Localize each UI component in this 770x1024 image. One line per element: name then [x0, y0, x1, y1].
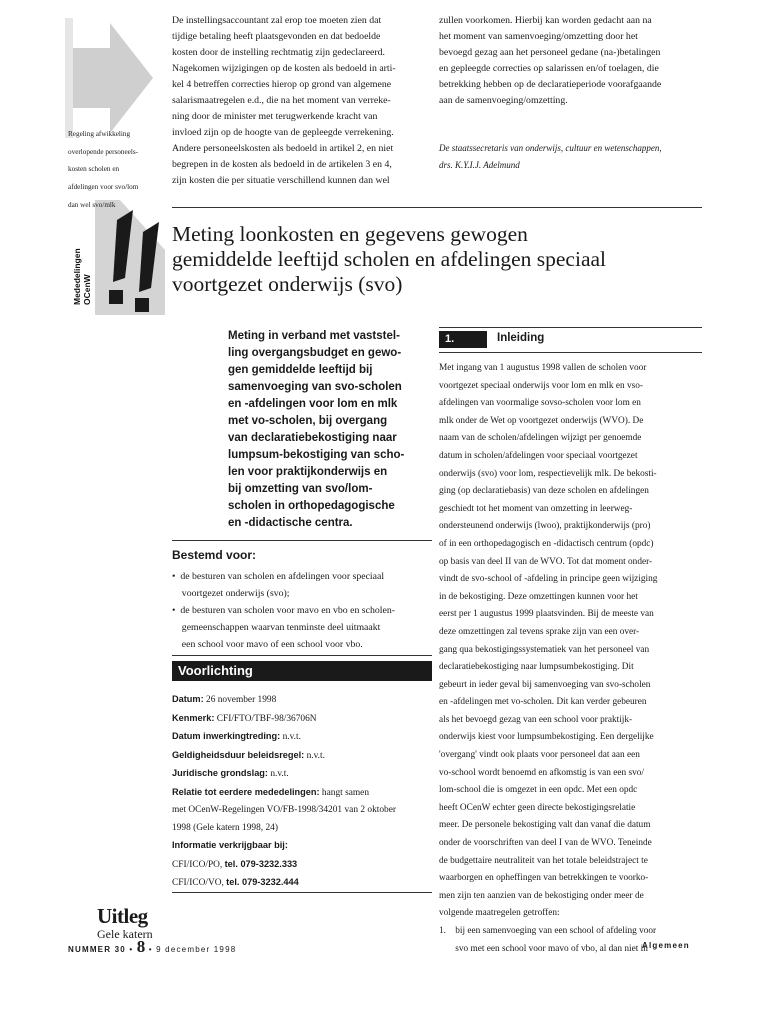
text-line: zullen voorkomen. Hierbij kan worden gedacht aan na	[439, 15, 652, 26]
info-label: Informatie verkrijgbaar bij:	[172, 840, 288, 850]
text-line: naam van de scholen/afdelingen wijzigt per genoemde	[439, 433, 642, 444]
divider	[172, 892, 432, 893]
text-line: ondersteunend onderwijs (lwoo), praktijkonderwijs (pro)	[439, 521, 651, 532]
column-1-top-text	[172, 13, 427, 189]
divider	[172, 540, 432, 541]
side-label-line: afdelingen voor svo/lom	[68, 183, 139, 192]
text-line: datum in scholen/afdelingen voor speciaal voortgezet	[439, 450, 638, 461]
text-line: lom-school die is omgezet in een opdc. Met een opdc	[439, 785, 638, 796]
info-row	[172, 837, 437, 856]
footer-prefix: NUMMER 30 •	[68, 945, 137, 954]
divider	[439, 352, 702, 353]
info-value: n.v.t.	[280, 732, 301, 742]
section-body	[439, 360, 709, 958]
info-value: hangt samen	[319, 787, 370, 798]
divider	[172, 207, 702, 208]
text-line: salarismaatregelen e.d., die na het moment van verreke-	[172, 95, 391, 106]
intro-line: scholen in orthopedagogische	[228, 500, 395, 512]
divider	[172, 655, 432, 656]
text-line: onderwijs kiest voor lumpsumbekostiging. Een dergelijke	[439, 732, 654, 743]
text-line: men zijn ten aanzien van de bekostiging onder meer de	[439, 890, 644, 901]
vertical-section-label	[73, 235, 103, 305]
section-title: Inleiding	[497, 332, 545, 344]
text-line: kosten door de instelling rechtmatig zijn gedeclareerd.	[172, 47, 386, 58]
footer-section: Algemeen	[642, 941, 690, 950]
text-line: in de bekostiging. Deze omzettingen kunnen voor het	[439, 591, 638, 602]
title-line: gemiddelde leeftijd scholen en afdelingen speciaal	[172, 247, 606, 271]
text-line: tijdige betaling heeft plaatsgevonden en dat bedoelde	[172, 31, 381, 42]
text-line: heeft OCenW echter geen directe bekostigingsrelatie	[439, 802, 636, 813]
info-value: 1998 (Gele katern 1998, 24)	[172, 822, 278, 833]
text-line: de budgettaire neutraliteit van het totale beleidstraject te	[439, 855, 648, 866]
info-row	[172, 820, 437, 838]
info-label: Datum:	[172, 694, 204, 704]
intro-line: samenvoeging van svo-scholen	[228, 381, 402, 393]
text-line: vo-school wordt benoemd en afkomstig is van een svo/	[439, 767, 645, 778]
phone-number: tel. 079-3232.333	[224, 858, 298, 869]
intro-line: en -didactische centra.	[228, 517, 353, 529]
info-row	[172, 784, 437, 803]
info-value: CFI/ICO/VO,	[172, 878, 227, 888]
signature-line: De staatssecretaris van onderwijs, cultuur en wetenschappen,	[439, 143, 662, 153]
text-line: of in een orthopedagogisch en -didactisch centrum (opdc)	[439, 538, 654, 549]
text-line: ging (op declaratiebasis) van deze scholen en afdelingen	[439, 486, 649, 497]
info-label: Geldigheidsduur beleidsregel:	[172, 749, 305, 760]
text-line: begrepen in de kosten als bedoeld in de artikelen 3 en 4,	[172, 159, 392, 170]
list-item: • de besturen van scholen voor mavo en vbo en scholen-	[172, 605, 395, 616]
text-line: bevoegd gezag aan het personeel gedane (na-)betalingen	[439, 47, 661, 58]
text-line: aan de samenvoeging/omzetting.	[439, 95, 568, 106]
arrow-graphic	[65, 18, 155, 138]
list-item: voortgezet onderwijs (svo);	[172, 588, 290, 599]
intro-line: len voor praktijkonderwijs en	[228, 466, 388, 478]
text-line: gang qua bekostigingssystematiek van het personeel van	[439, 644, 650, 655]
text-line: svo met een school voor mavo of vbo, al dan niet in	[439, 943, 648, 954]
info-label: Juridische grondslag:	[172, 768, 268, 778]
phone-number: tel. 079-3232.444	[226, 877, 299, 887]
info-row	[172, 710, 437, 729]
info-value: CFI/ICO/PO,	[172, 859, 225, 870]
page-number: 8	[136, 937, 146, 956]
text-line: betrekking hebben op de declaratieperiode voorafgaande	[439, 79, 662, 90]
list-item: een school voor mavo of een school voor vbo.	[172, 639, 363, 650]
uitleg-logo	[97, 905, 153, 941]
info-value: met OCenW-Regelingen VO/FB-1998/34201 van 2 oktober	[172, 805, 397, 815]
intro-line: van declaratiebekostiging naar	[228, 432, 397, 444]
text-line: invloed zijn op de hoogte van de gepleegde verrekening.	[172, 127, 394, 138]
text-line: meer. De personele bekostiging valt dan vanaf die datum	[439, 820, 651, 831]
info-value: CFI/FTO/TBF-98/36706N	[214, 713, 317, 724]
side-label-line: dan wel svo/mlk	[68, 200, 116, 209]
text-line: voortgezet speciaal onderwijs voor lom en mlk en vso-	[439, 380, 643, 391]
text-line: Nagekomen wijzigingen op de kosten als bedoeld in arti-	[172, 63, 396, 74]
info-label: Kenmerk:	[172, 712, 215, 723]
divider	[439, 327, 702, 328]
side-label-line: kosten scholen en	[68, 165, 120, 174]
signature-line: drs. K.Y.I.J. Adelmund	[439, 160, 520, 170]
text-line: De instellingsaccountant zal erop toe moeten zien dat	[172, 15, 382, 26]
intro-line: gen gemiddelde leeftijd bij	[228, 364, 373, 376]
voorlichting-heading: Voorlichting	[172, 661, 432, 681]
info-value: n.v.t.	[304, 750, 325, 761]
vertical-label-line: OCenW	[81, 274, 92, 305]
text-line: 'overgang' vindt ook plaats voor personeel dat aan een	[439, 750, 640, 761]
title-line: voortgezet onderwijs (svo)	[172, 272, 403, 296]
info-row	[172, 691, 437, 710]
text-line: kel 4 betreffen correcties hierop op grond van algemene	[172, 79, 392, 90]
bestemd-list	[172, 568, 432, 653]
text-line: onderwijs (svo) voor lom, respectievelijk mlk. De bekosti-	[439, 468, 657, 479]
text-line: afdelingen van voormalige sovso-scholen voor lom en	[439, 398, 641, 409]
bestemd-heading: Bestemd voor:	[172, 548, 257, 562]
text-line: geschiedt tot het moment van omzetting in leerweg-	[439, 503, 633, 514]
intro-line: met vo-scholen, bij overgang	[228, 415, 388, 427]
text-line: zijn kosten die per situatie verschillend kunnen dan wel	[172, 175, 390, 186]
text-line: gebeurt in ieder geval bij samenvoeging van svo-scholen	[439, 679, 651, 690]
text-line: volgende maatregelen getroffen:	[439, 908, 560, 919]
side-label-line: overlopende personeels-	[68, 147, 139, 156]
intro-line: bij omzetting van svo/lom-	[228, 483, 373, 495]
intro-line: lumpsum-bekostiging van scho-	[228, 449, 405, 461]
intro-summary	[228, 328, 438, 532]
text-line: vindt de svo-school of -afdeling in principe geen wijziging	[439, 574, 658, 585]
info-row	[172, 802, 437, 820]
logo-title: Uitleg	[97, 904, 148, 928]
text-line: het moment van samenvoeging/omzetting door het	[439, 31, 638, 42]
column-2-top-text	[439, 13, 699, 109]
info-row	[172, 856, 437, 875]
text-line: eerst per 1 augustus 1999 plaatsvinden. Bij de meeste van	[439, 609, 654, 620]
intro-line: Meting in verband met vaststel-	[228, 330, 400, 342]
text-line: mlk onder de Wet op voortgezet onderwijs (WVO). De	[439, 415, 644, 426]
list-item: • de besturen van scholen en afdelingen voor speciaal	[172, 571, 385, 582]
text-line: op basis van deel II van de WVO. Tot dat moment onder-	[439, 556, 653, 567]
footer-issue	[68, 937, 236, 957]
text-line: waarborgen en opheffingen van betrekkingen te voorko-	[439, 873, 649, 884]
voorlichting-info	[172, 691, 437, 893]
text-line: als het bevoegd gezag van een school voor praktijk-	[439, 714, 633, 725]
info-row	[172, 747, 437, 766]
vertical-label-line: Mededelingen	[72, 248, 82, 305]
intro-line: ling overgangsbudget en gewo-	[228, 347, 402, 359]
text-line: ning door de minister met terugwerkende kracht van	[172, 111, 378, 122]
text-line: deze omzettingen zal tevens sprake zijn van een over-	[439, 626, 640, 637]
text-line: 1. bij een samenvoeging van een school of afdeling voor	[439, 926, 657, 936]
side-label-line: Regeling afwikkeling	[68, 130, 131, 138]
text-line: Met ingang van 1 augustus 1998 vallen de scholen voor	[439, 363, 647, 373]
text-line: onder de voorschriften van deel I van de WVO. Teneinde	[439, 838, 652, 849]
logo-subtitle: Gele katern	[97, 927, 153, 941]
page-title	[172, 222, 732, 297]
info-label: Relatie tot eerdere mededelingen:	[172, 786, 320, 797]
info-label: Datum inwerkingtreding:	[172, 731, 281, 741]
signature-block	[439, 140, 709, 174]
list-item: gemeenschappen waarvan tenminste deel uitmaakt	[172, 622, 381, 633]
info-value: 26 november 1998	[203, 695, 277, 705]
section-number: 1.	[439, 331, 487, 348]
info-row	[172, 874, 437, 893]
footer-date: • 9 december 1998	[145, 945, 237, 954]
side-label	[68, 126, 168, 215]
text-line: Andere personeelskosten als bedoeld in artikel 2, en niet	[172, 143, 394, 154]
info-row	[172, 728, 437, 747]
text-line: en -afdelingen met vo-scholen. Dit kan verder gebeuren	[439, 697, 647, 708]
text-line: en gepleegde correcties op salarissen en/of toelagen, die	[439, 63, 659, 74]
title-line: Meting loonkosten en gegevens gewogen	[172, 222, 528, 246]
info-row	[172, 765, 437, 784]
info-value: n.v.t.	[267, 769, 289, 779]
intro-line: en -afdelingen voor lom en mlk	[228, 398, 398, 410]
text-line: declaratiebekostiging naar lumpsumbekostiging. Dit	[439, 662, 634, 673]
